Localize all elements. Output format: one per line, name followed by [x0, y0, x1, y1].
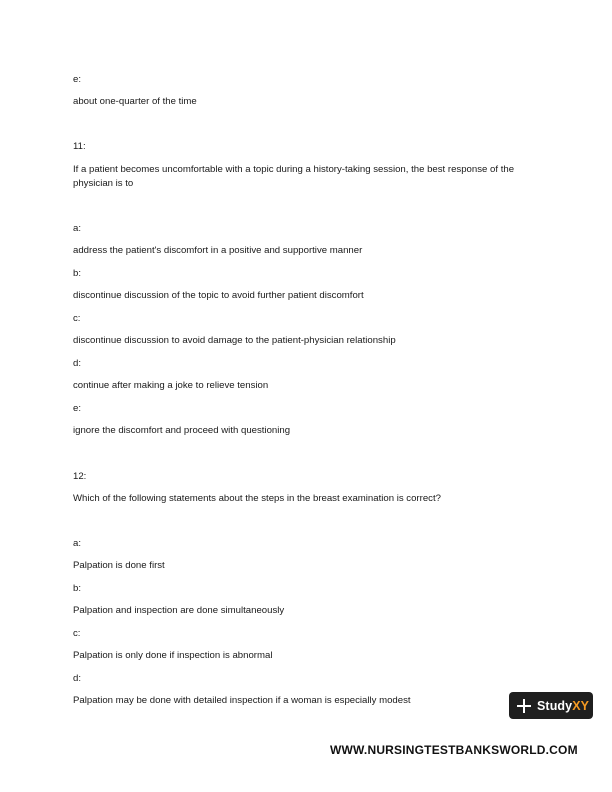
- option-label: e:: [73, 74, 82, 85]
- option-text: about one-quarter of the time: [73, 96, 197, 107]
- option-text: address the patient's discomfort in a positive and supportive manner: [73, 245, 363, 256]
- question-number: 12:: [73, 471, 87, 482]
- option-label: e:: [73, 403, 82, 414]
- option-label: a:: [73, 223, 82, 234]
- badge-wordmark: [537, 699, 589, 713]
- option-label: d:: [73, 673, 82, 684]
- option-text: Palpation and inspection are done simultaneously: [73, 605, 285, 616]
- option-text: Palpation may be done with detailed inspection if a woman is especially modest: [73, 695, 411, 706]
- option-label: d:: [73, 358, 82, 369]
- option-text: discontinue discussion to avoid damage to the patient-physician relationship: [73, 335, 396, 346]
- studyxy-badge[interactable]: [509, 692, 593, 719]
- option-label: a:: [73, 538, 82, 549]
- plus-icon: [517, 699, 531, 713]
- option-text: continue after making a joke to relieve tension: [73, 380, 269, 391]
- question-text: If a patient becomes uncomfortable with a topic during a history-taking session, the best response of the physician is to: [73, 164, 515, 189]
- badge-text-accent: XY: [572, 698, 590, 713]
- option-text: Palpation is only done if inspection is abnormal: [73, 650, 273, 661]
- question-text: Which of the following statements about the steps in the breast examination is correct?: [73, 493, 441, 504]
- footer-url: WWW.NURSINGTESTBANKSWORLD.COM: [330, 743, 578, 757]
- badge-text-main: Study: [537, 698, 573, 713]
- option-label: b:: [73, 268, 82, 279]
- option-label: c:: [73, 628, 81, 639]
- question-number: 11:: [73, 141, 86, 152]
- option-label: b:: [73, 583, 82, 594]
- option-text: ignore the discomfort and proceed with questioning: [73, 425, 291, 436]
- option-label: c:: [73, 313, 81, 324]
- option-text: Palpation is done first: [73, 560, 165, 571]
- option-text: discontinue discussion of the topic to avoid further patient discomfort: [73, 290, 364, 301]
